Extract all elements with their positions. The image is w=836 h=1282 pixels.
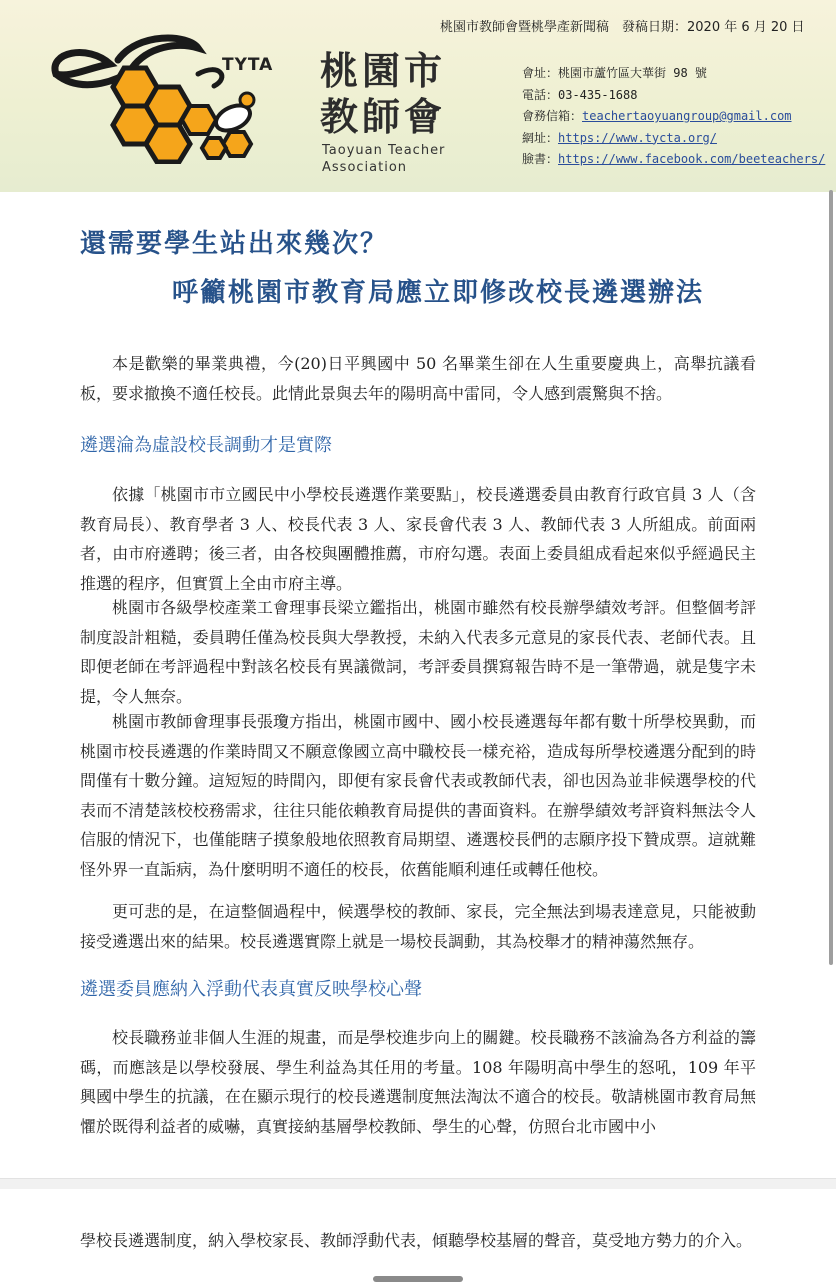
- contact-address: 會址：桃園市蘆竹區大華街 98 號: [522, 66, 707, 80]
- section-heading-2: 遴選委員應納入浮動代表真實反映學校心聲: [80, 979, 422, 1000]
- contact-website-row: 網址：https://www.tycta.org/: [522, 130, 717, 145]
- section1-paragraph-1: 依據「桃園市市立國民中小學校長遴選作業要點」，校長遴選委員由教育行政官員 3 人（含教育局長）、教育學者 3 人、校長代表 3 人、家長會代表 3 人、教師代表 3 人所組成。前面兩者，由市府遴聘；後三者，由各校與團體推薦，市府勾選。表面上委員組成看起來似乎經過民主推選的程序，但實質上全由市府主導。: [80, 485, 756, 593]
- article-subtitle: 呼籲桃園市教育局應立即修改校長遴選辦法: [172, 278, 705, 308]
- vertical-scrollbar[interactable]: [829, 190, 833, 965]
- org-name-en: [322, 142, 445, 176]
- intro-paragraph: 本是歡樂的畢業典禮，今(20)日平興國中 50 名畢業生卻在人生重要慶典上，高舉抗議看板，要求撤換不適任校長。此情此景與去年的陽明高中雷同，令人感到震驚與不捨。: [80, 354, 756, 403]
- page2-paragraph-1: 學校長遴選制度，納入學校家長、教師浮動代表，傾聽學校基層的聲音，莫受地方勢力的介入。: [80, 1231, 753, 1250]
- org-name-en-line2: Association: [322, 160, 408, 175]
- section1-paragraph-3: 桃園市教師會理事長張瓊方指出，桃園市國中、國小校長遴選每年都有數十所學校異動，而桃園市校長遴選的作業時間又不願意像國立高中職校長一樣充裕，造成每所學校遴選分配到的時間僅有十數分鐘。這短短的時間內，即便有家長會代表或教師代表，卻也因為並非候選學校的代表而不清楚該校校務需求，往往只能依賴教育局提供的書面資料。在辦學績效考評資料無法令人信服的情況下，也僅能瞎子摸象般地依照教育局期望、遴選校長們的志願序投下贊成票。這就難怪外界一直詬病，為什麼明明不適任的校長，依舊能順利連任或轉任他校。: [80, 712, 756, 879]
- page-break-divider: [0, 1178, 836, 1189]
- contact-email-row: 會務信箱：teachertaoyuangroup@gmail.com: [522, 109, 792, 123]
- email-link[interactable]: teachertaoyuangroup@gmail.com: [582, 109, 792, 123]
- section1-paragraph-2: 桃園市各級學校產業工會理事長梁立鑑指出，桃園市雖然有校長辦學績效考評。但整個考評制度設計粗糙，委員聘任僅為校長與大學教授，未納入代表多元意見的家長代表、老師代表。且即便老師在考評過程中對該名校長有異議微詞，考評委員撰寫報告時不是一筆帶過，就是隻字未提，令人無奈。: [80, 598, 756, 706]
- facebook-link[interactable]: https://www.facebook.com/beeteachers/: [558, 152, 826, 166]
- contact-phone: 電話：03-435-1688: [522, 87, 638, 102]
- press-release-dateline: 桃園市教師會暨桃學產新聞稿 發稿日期：2020 年 6 月 20 日: [440, 20, 805, 35]
- section2-paragraph-1: 校長職務並非個人生涯的規畫，而是學校進步向上的關鍵。校長職務不該淪為各方利益的籌碼，而應該是以學校發展、學生利益為其任用的考量。108 年陽明高中學生的怒吼，109 年平興國中學生的抗議，在在顯示現行的校長遴選制度無法淘汰不適合的校長。敬請桃園市教育局無懼於既得利益者的威嚇，真實接納基層學校教師、學生的心聲，仿照台北市國中小: [80, 1028, 756, 1136]
- letterhead: [0, 0, 836, 192]
- website-link[interactable]: https://www.tycta.org/: [558, 130, 717, 145]
- org-name-zh: [320, 48, 446, 140]
- logo-tyta-text: TYTA: [222, 55, 274, 75]
- org-name-zh-line2: 教師會: [320, 95, 447, 139]
- bottom-drag-handle[interactable]: [373, 1276, 463, 1282]
- org-name-zh-line1: 桃園市: [320, 49, 447, 93]
- section-heading-1: 遴選淪為虛設校長調動才是實際: [80, 435, 332, 456]
- section1-paragraph-4: 更可悲的是，在這整個過程中，候選學校的教師、家長，完全無法到場表達意見，只能被動接受遴選出來的結果。校長遴選實際上就是一場校長調動，其為校舉才的精神蕩然無存。: [80, 902, 756, 951]
- article-title: 還需要學生站出來幾次？: [80, 229, 389, 259]
- contact-info: [522, 63, 825, 171]
- contact-facebook-row: 臉書：https://www.facebook.com/beeteachers/: [522, 152, 826, 166]
- bee-honeycomb-logo-icon: [48, 34, 308, 164]
- org-name-en-line1: Taoyuan Teacher: [322, 143, 446, 158]
